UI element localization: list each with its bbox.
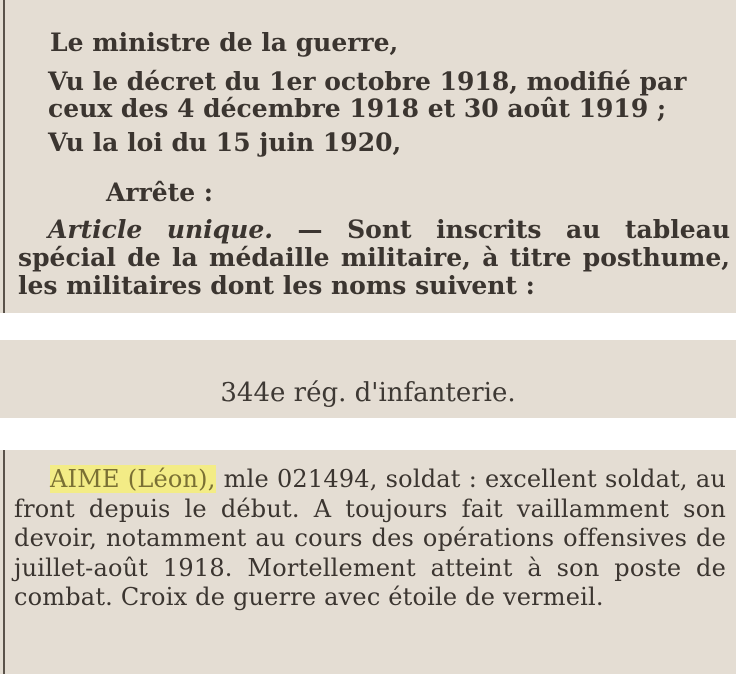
law-line: Vu la loi du 15 juin 1920, (48, 128, 402, 157)
arrete-line: Arrête : (106, 178, 214, 207)
citation-paragraph (14, 465, 726, 613)
citation-body: mle 021494, soldat : excellent soldat, au front depuis le début. A toujours fait vaillamment son devoir, notamment au cours des opérations offensives de juillet-août 1918. Mortellement atteint à son poste de combat. Croix de guerre avec étoile de vermeil. (14, 465, 726, 611)
document-clip-citation (0, 450, 736, 674)
document-clip-decree (0, 0, 736, 313)
decree-paragraph: Vu le décret du 1er octobre 1918, modifié par ceux des 4 décembre 1918 et 30 août 1919 ; (48, 67, 687, 123)
article-label: Article unique. (48, 215, 273, 244)
article-paragraph (18, 216, 730, 300)
column-rule (3, 0, 5, 313)
highlighted-name: AIME (Léon), (50, 465, 216, 493)
article-text: — Sont inscrits au tableau spécial de la médaille militaire, à titre posthume, les militaires dont les noms suivent : (18, 215, 730, 300)
document-clip-regiment (0, 340, 736, 418)
regiment-heading: 344e rég. d'infanterie. (220, 378, 516, 408)
column-rule (3, 450, 5, 674)
minister-line: Le ministre de la guerre, (50, 28, 399, 57)
